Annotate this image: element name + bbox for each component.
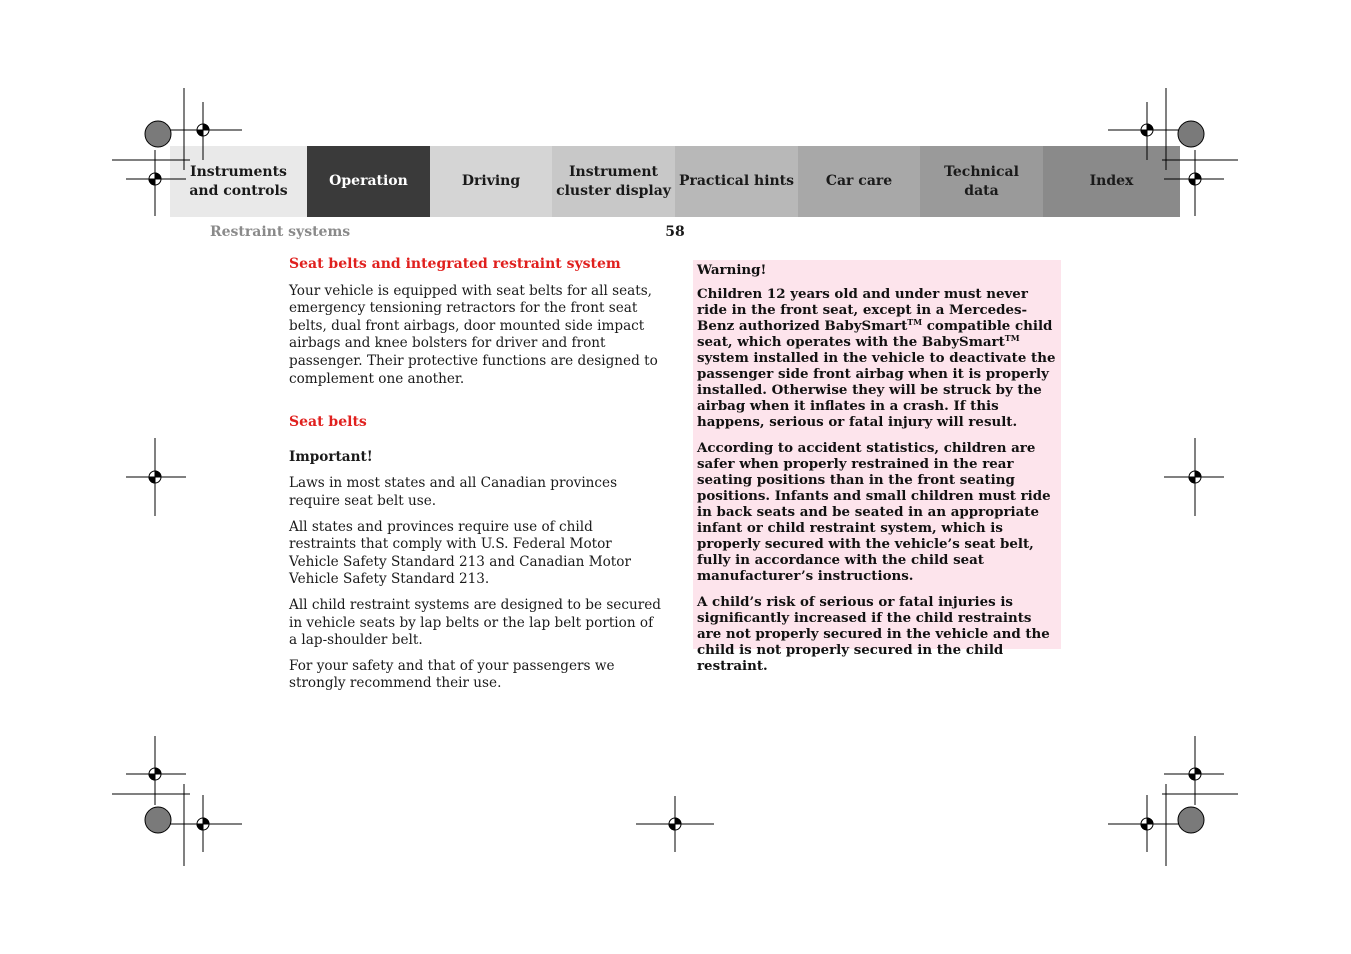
paragraph: All states and provinces require use of child restraints that comply with U.S. Federal Motor Vehicle Safety Standard 213 and Canadian Motor Vehicle Safety Standard 213. [289, 518, 631, 588]
tab-instruments-and-controls[interactable]: Instruments and controls [170, 146, 307, 217]
tab-car-care[interactable]: Car care [798, 146, 920, 217]
tab-index[interactable]: Index [1043, 146, 1180, 217]
heading-seat-belts-restraint-system: Seat belts and integrated restraint system [289, 256, 621, 272]
tab-driving[interactable]: Driving [430, 146, 552, 217]
warning-title: Warning! [697, 262, 767, 278]
paragraph: All child restraint systems are designed to be secured in vehicle seats by lap belts or the lap belt portion of a lap-shoulder belt. [289, 596, 661, 649]
color-wheel-icon [145, 121, 1204, 833]
paragraph: Laws in most states and all Canadian provinces require seat belt use. [289, 475, 618, 509]
warning-paragraph: A child’s risk of serious or fatal injuries is significantly increased if the child restraints are not properly secured in the vehicle and the child is not properly secured in the child restraint. [697, 594, 1050, 674]
tab-operation[interactable]: Operation [307, 146, 430, 217]
intro-paragraph: Your vehicle is equipped with seat belts for all seats, emergency tensioning retractors for the front seat belts, dual front airbags, door mounted side impact airbags and knee bolsters for driver and front passenger. Their protective functions are designed to complement one another. [289, 282, 658, 387]
page-number: 58 [665, 224, 685, 240]
tab-instrument-cluster-display[interactable]: Instrument cluster display [552, 146, 675, 217]
section-title: Restraint systems [210, 224, 351, 240]
trademark-mark: TM [907, 317, 923, 327]
tab-technical-data[interactable]: Technical data [920, 146, 1043, 217]
warning-paragraph: Children 12 years old and under must never ride in the front seat, except in a Mercedes-Benz authorized BabySmart™ compatible child seat, which operates with the BabySmart™ system installed in the vehicle to deactivate the passenger side front airbag when it is properly installed. Otherwise they will be struck by the airbag when it inflates in a crash. If this happens, serious or fatal injury will result. [697, 286, 1056, 430]
important-label: Important! [289, 448, 373, 465]
paragraph: For your safety and that of your passengers we strongly recommend their use. [289, 657, 615, 692]
crosshair-icon [149, 124, 1201, 830]
tab-practical-hints[interactable]: Practical hints [675, 146, 798, 217]
heading-seat-belts: Seat belts [289, 414, 367, 431]
trademark-mark: TM [1004, 333, 1020, 343]
warning-paragraph: According to accident statistics, children are safer when properly restrained in the rear seating positions than in the front seating positions. Infants and small children must ride in back seats and be seated in an appropriate infant or child restraint system, which is properly secured with the vehicle’s seat belt, fully in accordance with the child seat manufacturer’s instructions. [697, 440, 1051, 584]
